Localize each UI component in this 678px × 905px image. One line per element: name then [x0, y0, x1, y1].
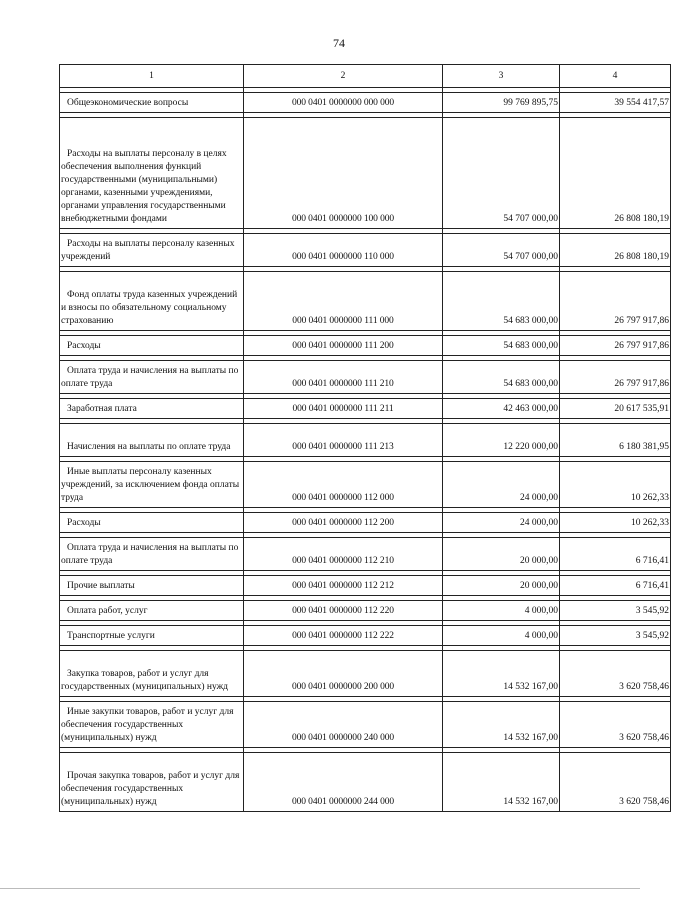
column-header-4: 4 — [560, 65, 671, 88]
name-cell: Прочие выплаты — [60, 576, 244, 596]
planned-amount-cell: 4 000,00 — [443, 601, 560, 621]
executed-amount-cell: 3 620 758,46 — [560, 651, 671, 697]
executed-amount-cell: 3 620 758,46 — [560, 702, 671, 748]
table-row — [60, 702, 671, 748]
column-header-1: 1 — [60, 65, 244, 88]
table-body — [60, 88, 671, 812]
code-cell: 000 0401 0000000 111 213 — [244, 424, 443, 457]
name-cell: Общеэкономические вопросы — [60, 93, 244, 113]
executed-amount-cell: 3 545,92 — [560, 601, 671, 621]
planned-amount-cell: 54 683 000,00 — [443, 272, 560, 331]
planned-amount-cell: 14 532 167,00 — [443, 702, 560, 748]
executed-amount-cell: 26 797 917,86 — [560, 361, 671, 394]
executed-amount-cell: 6 716,41 — [560, 576, 671, 596]
executed-amount-cell: 26 808 180,19 — [560, 234, 671, 267]
planned-amount-cell: 14 532 167,00 — [443, 753, 560, 812]
code-cell: 000 0401 0000000 112 200 — [244, 513, 443, 533]
name-cell: Иные выплаты персоналу казенных учреждений, за исключением фонда оплаты труда — [60, 462, 244, 508]
name-cell: Заработная плата — [60, 399, 244, 419]
executed-amount-cell: 3 620 758,46 — [560, 753, 671, 812]
name-cell: Транспортные услуги — [60, 626, 244, 646]
planned-amount-cell: 54 707 000,00 — [443, 234, 560, 267]
name-cell: Оплата работ, услуг — [60, 601, 244, 621]
planned-amount-cell: 20 000,00 — [443, 538, 560, 571]
executed-amount-cell: 10 262,33 — [560, 513, 671, 533]
executed-amount-cell: 20 617 535,91 — [560, 399, 671, 419]
executed-amount-cell: 10 262,33 — [560, 462, 671, 508]
table-row — [60, 93, 671, 113]
name-cell: Оплата труда и начисления на выплаты по оплате труда — [60, 538, 244, 571]
name-cell: Фонд оплаты труда казенных учреждений и взносы по обязательному социальному страхованию — [60, 272, 244, 331]
planned-amount-cell: 54 683 000,00 — [443, 361, 560, 394]
code-cell: 000 0401 0000000 110 000 — [244, 234, 443, 267]
code-cell: 000 0401 0000000 112 222 — [244, 626, 443, 646]
table-row — [60, 601, 671, 621]
name-cell: Расходы — [60, 513, 244, 533]
name-cell: Оплата труда и начисления на выплаты по оплате труда — [60, 361, 244, 394]
name-cell: Расходы — [60, 336, 244, 356]
name-cell: Прочая закупка товаров, работ и услуг для обеспечения государственных (муниципальных) нужд — [60, 753, 244, 812]
table-row — [60, 753, 671, 812]
code-cell: 000 0401 0000000 112 210 — [244, 538, 443, 571]
column-header-3: 3 — [443, 65, 560, 88]
name-cell: Закупка товаров, работ и услуг для государственных (муниципальных) нужд — [60, 651, 244, 697]
code-cell: 000 0401 0000000 000 000 — [244, 93, 443, 113]
name-cell: Расходы на выплаты персоналу в целях обеспечения выполнения функций государственными (муниципальными) органами, казенными учреждениями, органами управления государственными внебюджетными фондами — [60, 118, 244, 229]
name-cell: Расходы на выплаты персоналу казенных учреждений — [60, 234, 244, 267]
table-row — [60, 626, 671, 646]
code-cell: 000 0401 0000000 200 000 — [244, 651, 443, 697]
executed-amount-cell: 3 545,92 — [560, 626, 671, 646]
executed-amount-cell: 26 797 917,86 — [560, 272, 671, 331]
planned-amount-cell: 20 000,00 — [443, 576, 560, 596]
column-header-2: 2 — [244, 65, 443, 88]
page-edge-line — [0, 888, 640, 889]
page-number: 74 — [333, 36, 345, 50]
executed-amount-cell: 26 808 180,19 — [560, 118, 671, 229]
code-cell: 000 0401 0000000 111 200 — [244, 336, 443, 356]
table-row — [60, 576, 671, 596]
planned-amount-cell: 54 707 000,00 — [443, 118, 560, 229]
code-cell: 000 0401 0000000 240 000 — [244, 702, 443, 748]
code-cell: 000 0401 0000000 111 000 — [244, 272, 443, 331]
table-row — [60, 538, 671, 571]
executed-amount-cell: 39 554 417,57 — [560, 93, 671, 113]
planned-amount-cell: 42 463 000,00 — [443, 399, 560, 419]
table-row — [60, 424, 671, 457]
name-cell: Иные закупки товаров, работ и услуг для обеспечения государственных (муниципальных) нужд — [60, 702, 244, 748]
code-cell: 000 0401 0000000 244 000 — [244, 753, 443, 812]
planned-amount-cell: 24 000,00 — [443, 513, 560, 533]
code-cell: 000 0401 0000000 112 220 — [244, 601, 443, 621]
table-row — [60, 651, 671, 697]
executed-amount-cell: 6 716,41 — [560, 538, 671, 571]
table-row — [60, 513, 671, 533]
table-row — [60, 399, 671, 419]
table-row — [60, 361, 671, 394]
planned-amount-cell: 4 000,00 — [443, 626, 560, 646]
code-cell: 000 0401 0000000 111 211 — [244, 399, 443, 419]
table-row — [60, 118, 671, 229]
planned-amount-cell: 99 769 895,75 — [443, 93, 560, 113]
table-row — [60, 234, 671, 267]
name-cell: Начисления на выплаты по оплате труда — [60, 424, 244, 457]
code-cell: 000 0401 0000000 112 212 — [244, 576, 443, 596]
planned-amount-cell: 12 220 000,00 — [443, 424, 560, 457]
table-row — [60, 336, 671, 356]
code-cell: 000 0401 0000000 111 210 — [244, 361, 443, 394]
table-row — [60, 462, 671, 508]
table-header — [60, 65, 671, 88]
planned-amount-cell: 14 532 167,00 — [443, 651, 560, 697]
planned-amount-cell: 24 000,00 — [443, 462, 560, 508]
table-row — [60, 272, 671, 331]
executed-amount-cell: 6 180 381,95 — [560, 424, 671, 457]
planned-amount-cell: 54 683 000,00 — [443, 336, 560, 356]
code-cell: 000 0401 0000000 100 000 — [244, 118, 443, 229]
executed-amount-cell: 26 797 917,86 — [560, 336, 671, 356]
budget-table — [59, 64, 671, 812]
code-cell: 000 0401 0000000 112 000 — [244, 462, 443, 508]
